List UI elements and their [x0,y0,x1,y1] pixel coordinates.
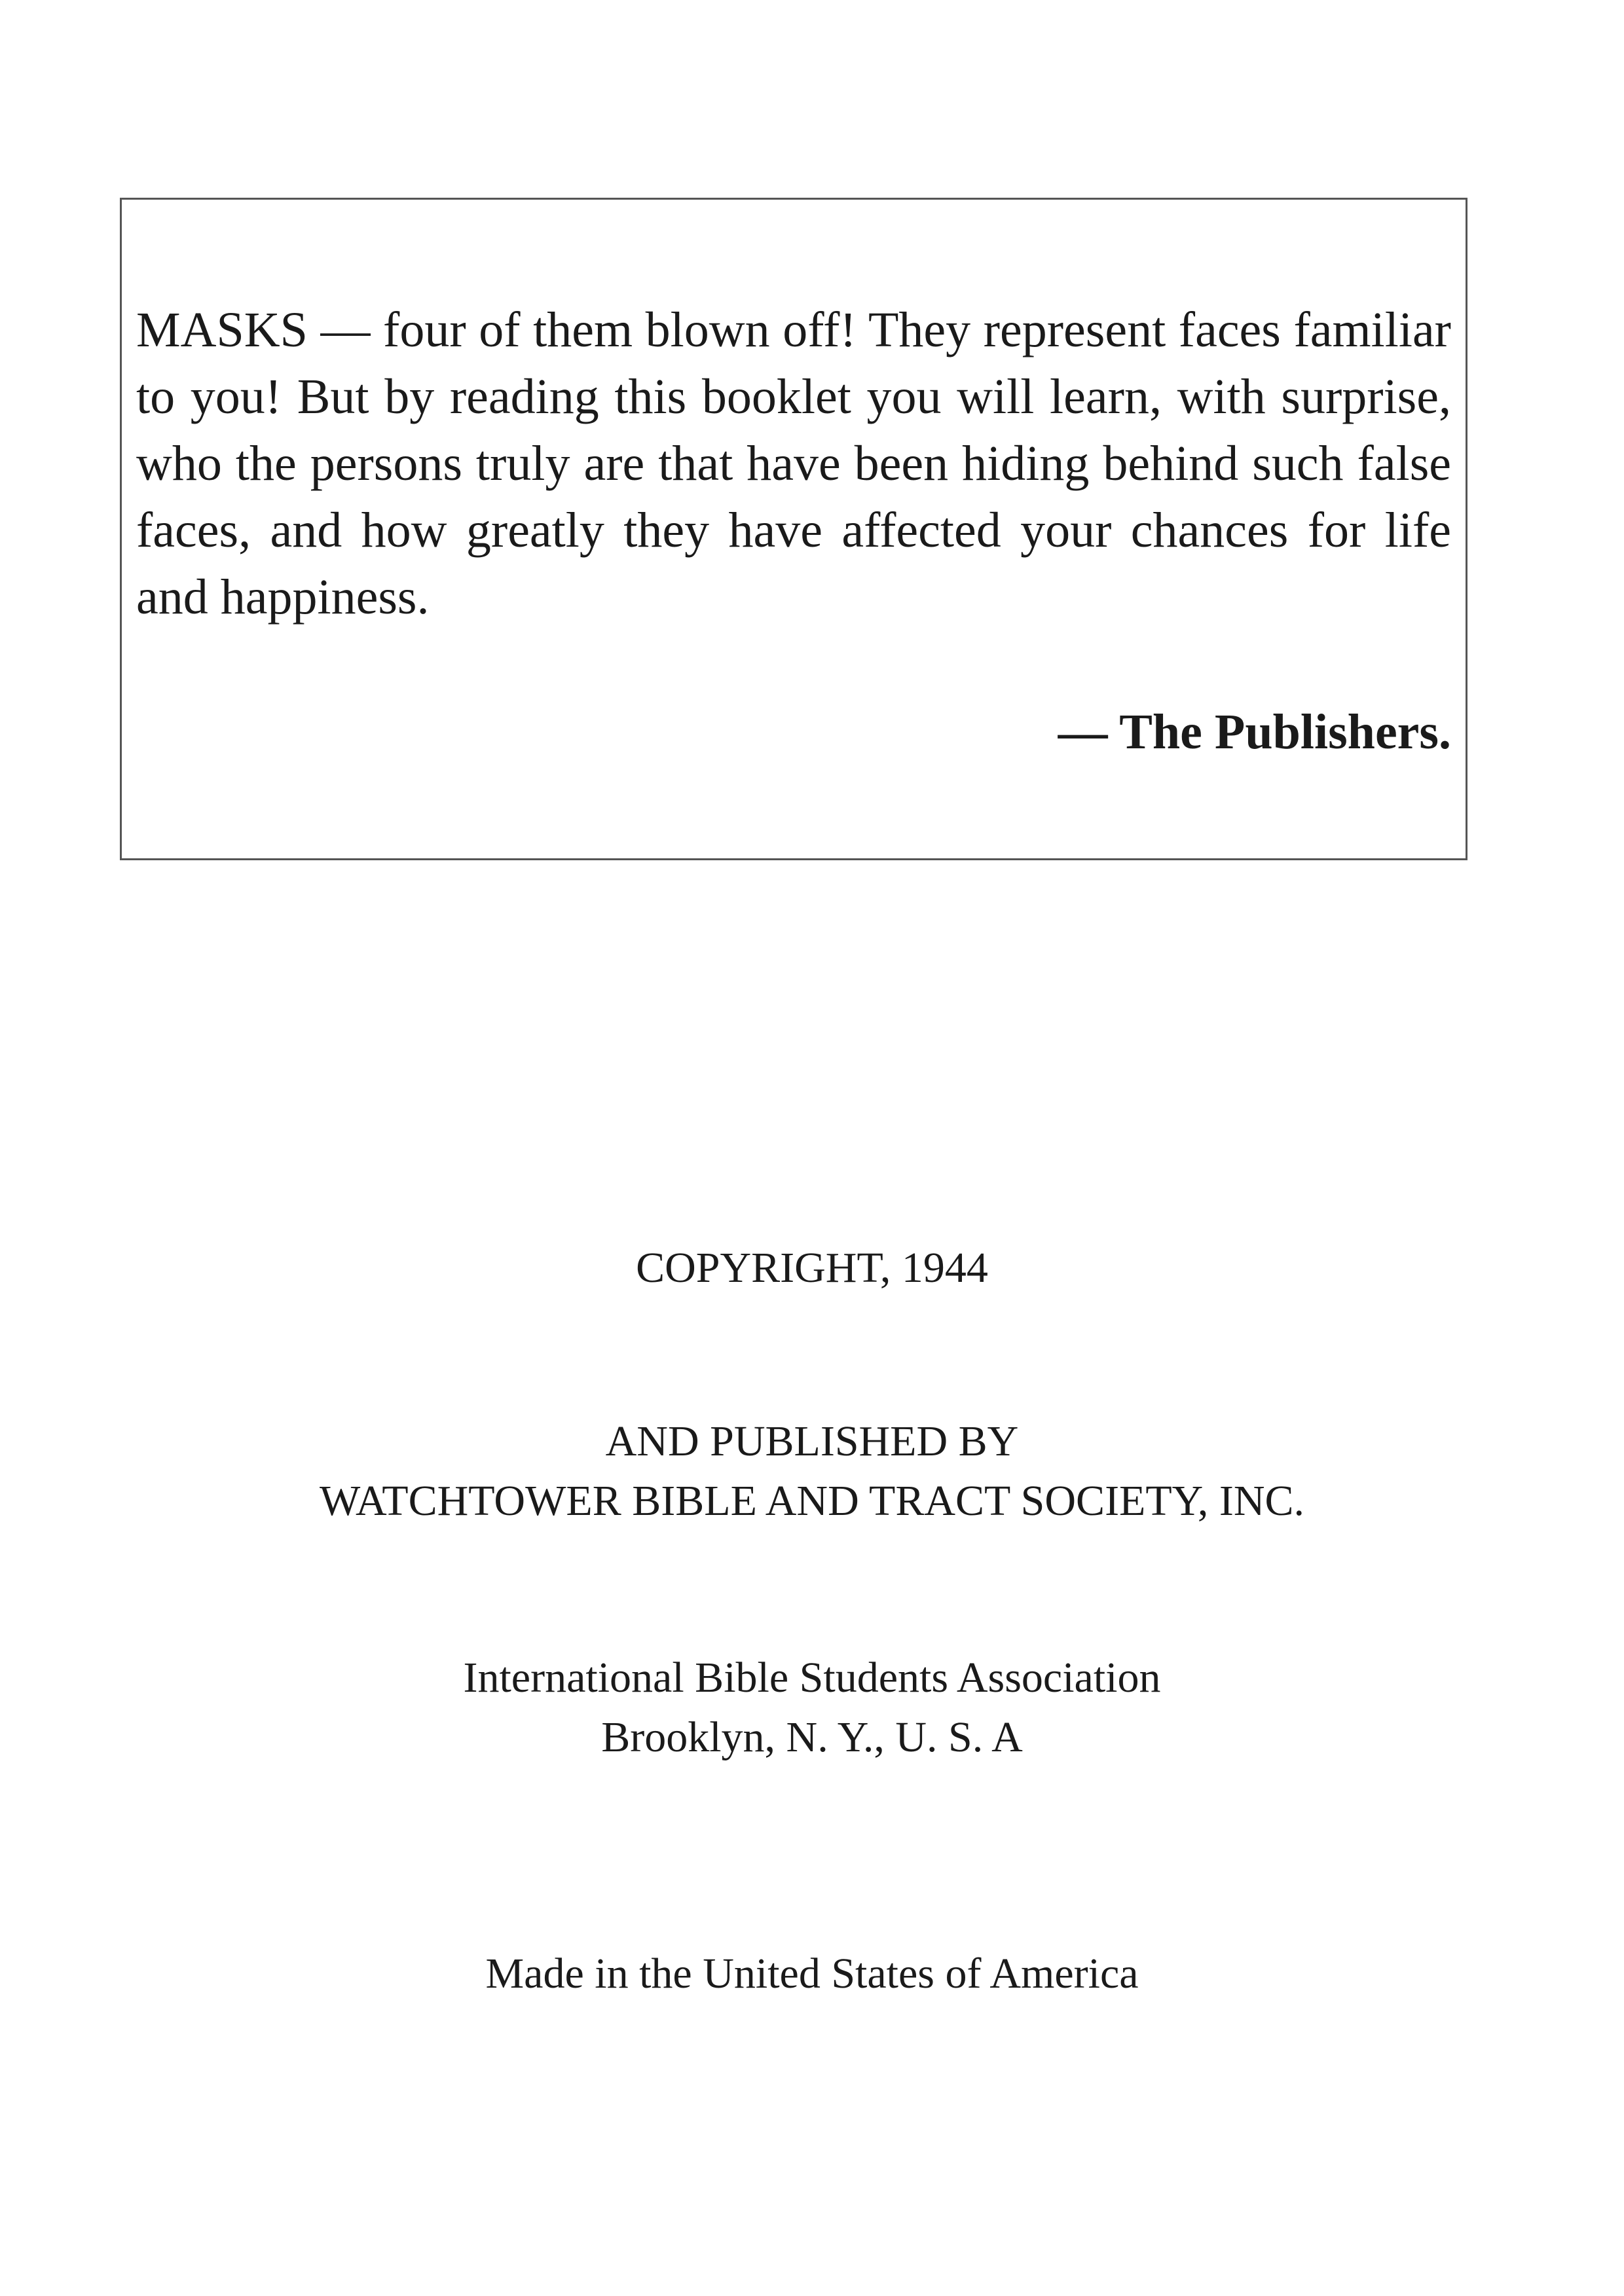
publisher-signature: — The Publishers. [1058,704,1451,759]
publisher-note-text: MASKS — four of them blown off! They represent faces familiar to you! But by reading this booklet you will learn, with surprise, who the persons truly are that have been hiding behind such false faces, and how greatly they have affected your chances for life and happiness. [136,302,1451,625]
made-in-line: Made in the United States of America [485,1950,1139,1997]
copyright-line: COPYRIGHT, 1944 [636,1244,988,1292]
publisher-name-line: WATCHTOWER BIBLE AND TRACT SOCIETY, INC. [319,1477,1304,1525]
published-by-line: AND PUBLISHED BY [605,1417,1019,1465]
publisher-note-box [120,198,1467,860]
association-name-line: International Bible Students Association [463,1654,1161,1702]
association-location-line: Brooklyn, N. Y., U. S. A [601,1713,1023,1761]
